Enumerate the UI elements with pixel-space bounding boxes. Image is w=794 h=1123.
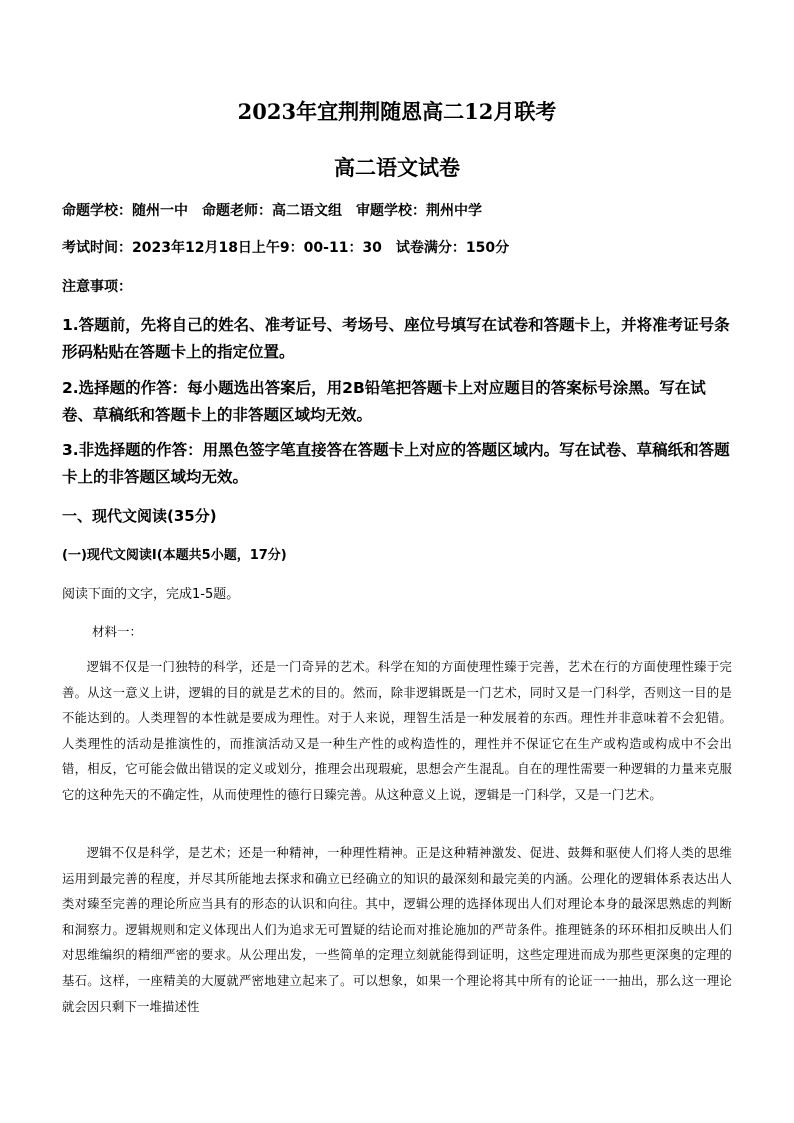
exam-schools: 命题学校：随州一中 命题老师：高二语文组 审题学校：荆州中学 xyxy=(62,203,482,219)
notice-heading: 注意事项： xyxy=(62,279,132,295)
subsection-heading: (一)现代文阅读Ⅰ(本题共5小题，17分) xyxy=(62,548,287,563)
material-paragraph-2: 逻辑不仅是科学，是艺术；还是一种精神，一种理性精神。正是这种精神激发、促进、鼓舞和驱使人们将人类的思维运用到最完善的程度，并尽其所能地去探求和确立已经确立的知识的最深刻和最完美的内涵。公理化的逻辑体系表达出人类对臻至完善的理论所应当具有的形态的认识和向往。其中，逻辑公理的选择体现出人们对理论本身的最深思熟虑的判断和洞察力。逻辑规则和定义体现出人们为追求无可置疑的结论而对推论施加的严苛条件。推理链条的环环相扣反映出人们对思维编织的精细严密的要求。从公理出发，一些简单的定理立刻就能得到证明，这些定理进而成为那些更深奥的定理的基石。这样，一座精美的大厦就严密地建立起来了。可以想象，如果一个理论将其中所有的论证一一抽出，那么这一理论就会因只剩下一堆描述性 xyxy=(62,846,732,1014)
exam-subtitle: 高二语文试卷 xyxy=(334,155,460,180)
exam-title: 2023年宜荆荆随恩高二12月联考 xyxy=(237,99,557,124)
notice-item-1: 1.答题前，先将自己的姓名、准考证号、考场号、座位号填写在试卷和答题卡上，并将准考证号条形码粘贴在答题卡上的指定位置。 xyxy=(62,316,730,361)
material-label: 材料一： xyxy=(92,624,143,639)
reading-instruction: 阅读下面的文字，完成1-5题。 xyxy=(62,587,240,602)
material-paragraph-1: 逻辑不仅是一门独特的科学，还是一门奇异的艺术。科学在知的方面使理性臻于完善，艺术在行的方面使理性臻于完善。从这一意义上讲，逻辑的目的就是艺术的目的。然而，除非逻辑既是一门艺术，同时又是一门科学，否则这一目的是不能达到的。人类理智的本性就是要成为理性。对于人来说，理智生活是一种发展着的东西。理性并非意味着不会犯错。人类理性的活动是推演性的，而推演活动又是一种生产性的或构造性的，理性并不保证它在生产或构造或构成中不会出错，相反，它可能会做出错误的定义或划分，推理会出现瑕疵，思想会产生混乱。自在的理性需要一种逻辑的力量来克服它的这种先天的不确定性，从而使理性的德行日臻完善。从这种意义上说，逻辑是一门科学，又是一门艺术。 xyxy=(62,660,732,802)
exam-time-score: 考试时间：2023年12月18日上午9：00-11：30 试卷满分：150分 xyxy=(62,240,510,256)
notice-item-2: 2.选择题的作答：每小题选出答案后，用2B铅笔把答题卡上对应题目的答案标号涂黑。写在试卷、草稿纸和答题卡上的非答题区域均无效。 xyxy=(62,379,706,424)
section-heading: 一、现代文阅读(35分) xyxy=(62,507,217,525)
notice-item-3: 3.非选择题的作答：用黑色签字笔直接答在答题卡上对应的答题区域内。写在试卷、草稿纸和答题卡上的非答题区域均无效。 xyxy=(62,441,730,486)
